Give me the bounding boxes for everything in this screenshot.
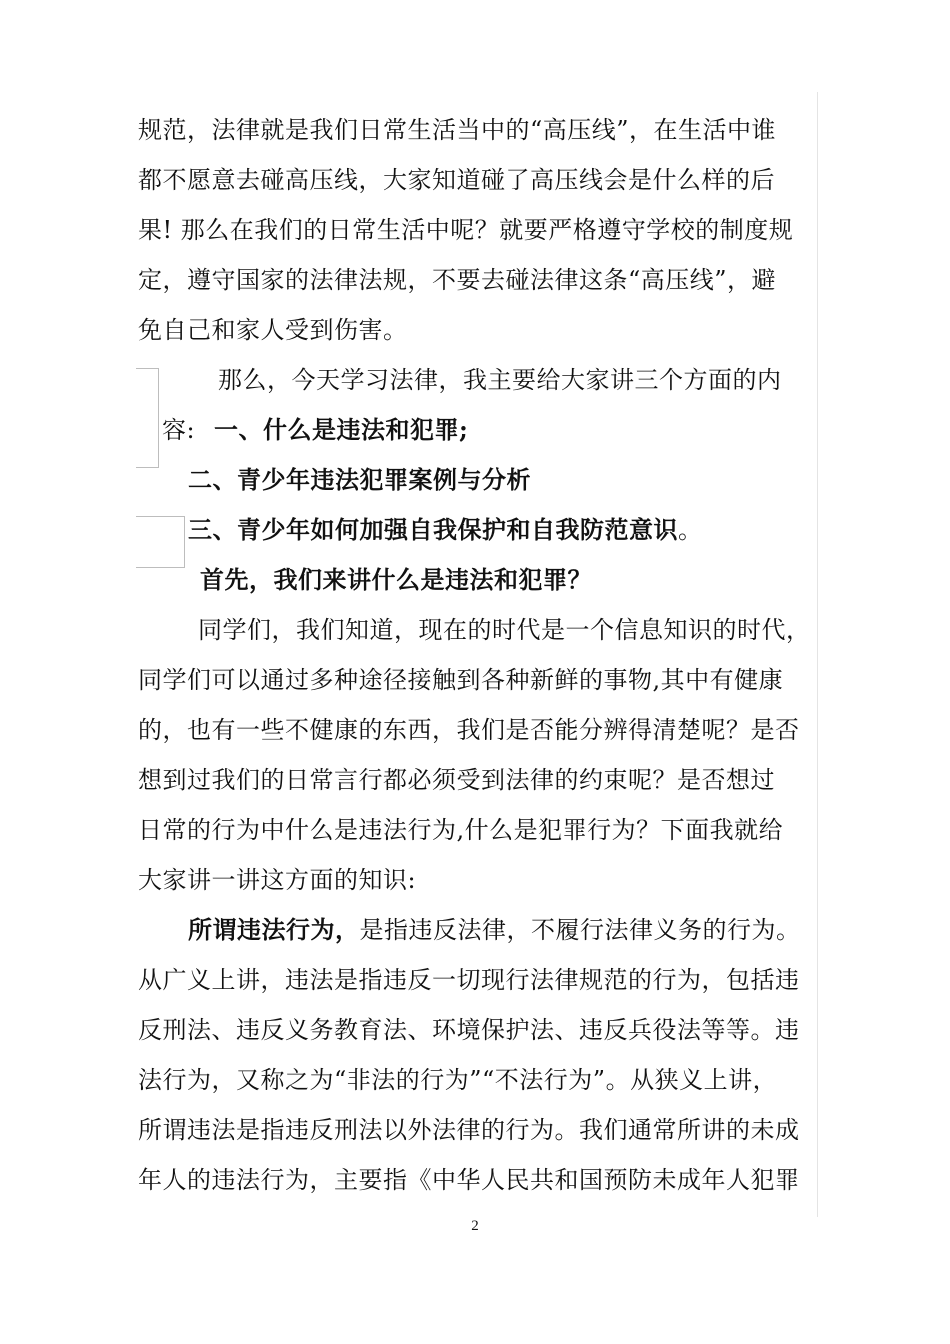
paragraph-line: 规范，法律就是我们日常生活当中的“高压线”，在生活中谁	[138, 116, 777, 144]
paragraph-line: 从广义上讲，违法是指违反一切现行法律规范的行为，包括违	[138, 966, 800, 994]
right-margin-rule	[817, 92, 818, 1217]
paragraph-line: 日常的行为中什么是违法行为,什么是犯罪行为？下面我就给	[138, 816, 784, 844]
list-item-3-period: 。	[678, 516, 703, 544]
paragraph-line: 定，遵守国家的法律法规，不要去碰法律这条“高压线”，避	[138, 266, 777, 294]
term-bold: 所谓违法行为，	[188, 915, 360, 944]
paragraph-line: 同学们，我们知道，现在的时代是一个信息知识的时代，	[198, 616, 811, 644]
paragraph-line: 免自己和家人受到伤害。	[138, 316, 408, 344]
paragraph-line: 法行为，又称之为“非法的行为”“不法行为”。从狭义上讲，	[138, 1066, 778, 1094]
outline-bracket	[136, 516, 185, 568]
term-definition: 是指违反法律，不履行法律义务的行为。	[359, 916, 801, 944]
paragraph-line: 想到过我们的日常言行都必须受到法律的约束呢？是否想过	[138, 766, 775, 794]
list-item-2: 二、青少年违法犯罪案例与分析	[188, 465, 531, 494]
paragraph-line: 年人的违法行为，主要指《中华人民共和国预防未成年人犯罪	[138, 1166, 800, 1194]
paragraph-line: 所谓违法是指违反刑法以外法律的行为。我们通常所讲的未成	[138, 1116, 800, 1144]
paragraph-line: 反刑法、违反义务教育法、环境保护法、违反兵役法等等。违	[138, 1016, 800, 1044]
list-item-1: 一、什么是违法和犯罪;	[214, 415, 469, 444]
page-number: 2	[471, 1218, 479, 1234]
list-item-3	[188, 515, 703, 545]
paragraph-line: 大家讲一讲这方面的知识:	[138, 866, 417, 894]
content-label: 容:	[162, 416, 196, 444]
list-item-3-text: 三、青少年如何加强自我保护和自我防范意识	[188, 515, 678, 544]
paragraph-line: 都不愿意去碰高压线，大家知道碰了高压线会是什么样的后	[138, 166, 775, 194]
paragraph-line: 果! 那么在我们的日常生活中呢？就要严格遵守学校的制度规	[138, 216, 794, 244]
paragraph-line: 的，也有一些不健康的东西，我们是否能分辨得清楚呢？是否	[138, 716, 800, 744]
intro-line: 那么，今天学习法律，我主要给大家讲三个方面的内	[218, 366, 782, 394]
definition-line	[188, 915, 801, 945]
outline-bracket	[136, 368, 159, 468]
paragraph-line: 同学们可以通过多种途径接触到各种新鲜的事物,其中有健康	[138, 666, 784, 694]
section-heading: 首先，我们来讲什么是违法和犯罪？	[200, 565, 592, 594]
